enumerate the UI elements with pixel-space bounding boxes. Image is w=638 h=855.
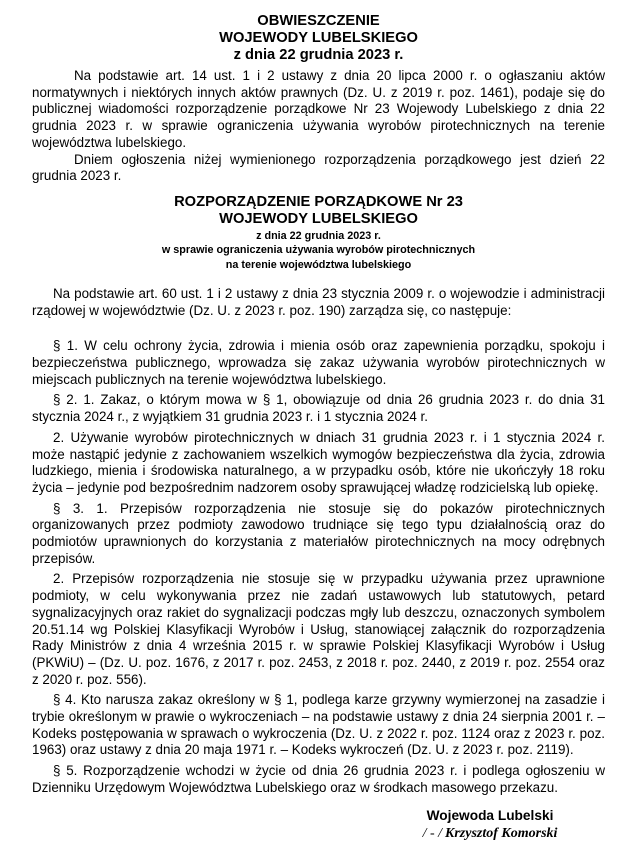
signature-name: Krzysztof Komorski [445,825,558,841]
regulation-header [32,194,605,273]
document-content [32,13,605,843]
signature-line [375,825,605,843]
announcement-title: OBWIESZCZENIE [257,13,380,29]
announcement-date: z dnia 22 grudnia 2023 r. [233,47,404,63]
signature-block [375,807,605,843]
regulation-section-1: § 1. W celu ochrony życia, zdrowia i mienia osób oraz zapewnienia porządku, spokoju i bezpieczeństwa publicznego, wprowadza się zakaz używania wyrobów pirotechnicznych w miejscach publicznych na terenie województwa lubelskiego. [32,338,605,387]
announcement-header [32,13,605,64]
signature-prefix: / - / [422,825,443,841]
signature-title: Wojewoda Lubelski [426,807,554,823]
regulation-section-4: § 4. Kto narusza zakaz określony w § 1, podlega karze grzywny wymierzonej na zasadzie i trybie określonym w prawie o wykroczeniach – na podstawie ustawy z dnia 24 sierpnia 2001 r. – Kodeks postępowania w sprawach o wykroczenia (Dz. U. z 2022 r. poz. 1124 oraz z 2023 r. poz. 1963) oraz ustawy z dnia 20 maja 1971 r. – Kodeks wykroczeń (Dz. U. z 2023 r. poz. 2119). [32,692,605,758]
announcement-paragraph-2: Dniem ogłoszenia niżej wymienionego rozporządzenia porządkowego jest dzień 22 grudnia 2023 r. [32,151,605,184]
regulation-subject-line-2: na terenie województwa lubelskiego [225,259,412,272]
regulation-section-2-2: 2. Używanie wyrobów pirotechnicznych w dniach 31 grudnia 2023 r. i 1 stycznia 2024 r. może nastąpić jedynie z zachowaniem wszelkich wymogów bezpieczeństwa dla życia, zdrowia ludzkiego, mienia i środowiska naturalnego, a w przypadku osób, które nie ukończyły 18 roku życia – jedynie pod bezpośrednim nadzorem osoby sprawującej władzę rodzicielską lub opiekę. [32,429,605,495]
regulation-date: z dnia 22 grudnia 2023 r. [256,229,381,242]
regulation-section-2-1: § 2. 1. Zakaz, o którym mowa w § 1, obowiązuje od dnia 26 grudnia 2023 r. do dnia 31 stycznia 2024 r., z wyjątkiem 31 grudnia 2023 r. i 1 stycznia 2024 r. [32,392,605,425]
regulation-subject-line-1: w sprawie ograniczenia używania wyrobów pirotechnicznych [161,244,476,257]
announcement-paragraph-1: Na podstawie art. 14 ust. 1 i 2 ustawy z dnia 20 lipca 2000 r. o ogłaszaniu aktów normatywnych i niektórych innych aktów prawnych (Dz. U. z 2019 r. poz. 1461), podaje się do publicznej wiadomości rozporządzenie porządkowe Nr 23 Wojewody Lubelskiego z dnia 22 grudnia 2023 r. w sprawie ograniczenia używania wyrobów pirotechnicznych na terenie województwa lubelskiego. [32,68,605,150]
regulation-section-3-1: § 3. 1. Przepisów rozporządzenia nie stosuje się do pokazów pirotechnicznych organizowanych przez podmioty zawodowo trudniące się tego typu działalnością oraz do podmiotów uprawnionych do korzystania z materiałów pirotechnicznych na mocy odrębnych przepisów. [32,500,605,566]
regulation-intro: Na podstawie art. 60 ust. 1 i 2 ustawy z dnia 23 stycznia 2009 r. o wojewodzie i administracji rządowej w województwie (Dz. U. z 2023 r. poz. 190) zarządza się, co następuje: [32,285,605,318]
announcement-authority: WOJEWODY LUBELSKIEGO [219,30,418,46]
regulation-section-3-2: 2. Przepisów rozporządzenia nie stosuje się w przypadku używania przez uprawnione podmioty, w celu wykonywania przez nie zadań ustawowych lub statutowych, petard sygnalizacyjnych oraz rakiet do sygnalizacji podczas mgły lub deszczu, oznaczonych symbolem 20.51.14 wg Polskiej Klasyfikacji Wyrobów i Usług, stanowiącej załącznik do rozporządzenia Rady Ministrów z dnia 4 września 2015 r. w sprawie Polskiej Klasyfikacji Wyrobów i Usług (PKWiU) – (Dz. U. poz. 1676, z 2017 r. poz. 2453, z 2018 r. poz. 2440, z 2019 r. poz. 2554 oraz z 2020 r. poz. 556). [32,571,605,687]
regulation-section-5: § 5. Rozporządzenie wchodzi w życie od dnia 26 grudnia 2023 r. i podlega ogłoszeniu w Dzienniku Urzędowym Województwa Lubelskiego oraz w środkach masowego przekazu. [32,763,605,795]
regulation-title: ROZPORZĄDZENIE PORZĄDKOWE Nr 23 [174,193,463,210]
regulation-authority: WOJEWODY LUBELSKIEGO [219,211,418,228]
